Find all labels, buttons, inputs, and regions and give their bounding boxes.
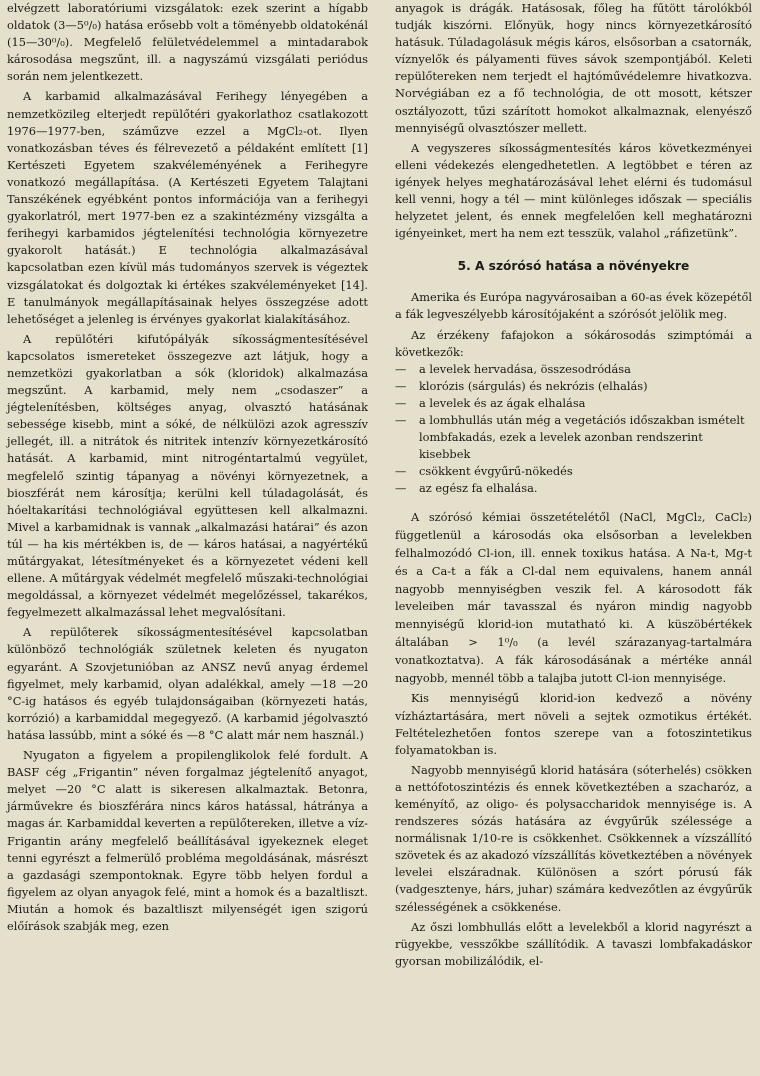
paragraph-chloride-ion: A szórósó kémiai összetételétől (NaCl, MgCl₂, CaCl₂) függetlenül a károsodás oka elsősorban a levelekben felhalmozódó Cl-ion, ill. ennek toxikus hatása. A Na-t, Mg-t és a Ca-t a fák a Cl-dal nem equivalens, hanem annál nagyobb mennyiségben veszik fel. A károsodott fák leveleiben már tavasszal és nyáron mindig nagyobb mennyiségű klorid-ion mutatható ki. A küszöbértékek általában > 1⁰/₀ (a levél szárazanyag-tartalmára vonatkoztatva). A fák károsodásának a mértéke annál nagyobb, mennél több a talajba jutott Cl-ion mennyisége. bbox=[395, 510, 752, 685]
paragraph-symptoms-intro: Az érzékeny fafajokon a sókárosodás szimptómái a következők: bbox=[395, 327, 752, 359]
symptom-item: — az egész fa elhalása. bbox=[395, 480, 752, 497]
right-column bbox=[395, 0, 752, 970]
symptom-item: — klorózis (sárgulás) és nekrózis (elhalás) bbox=[395, 378, 752, 395]
paragraph-propylene-glycol: Nyugaton a figyelem a propilenglikolok felé fordult. A BASF cég „Frigantin” néven forgalmaz jégtelenítő anyagot, melyet —20 °C alatt is sikeresen alkalmaztak. Betonra, járművekre és bioszférára nincs káros hatással, hátránya a magas ár. Karbamiddal keverten a repülőtereken, illetve a víz-Frigantin arány megfelelő beállításával igyekeznek eleget tenni egyrészt a felmerülő probléma megoldásának, másrészt a gazdasági szempontoknak. Egyre több helyen fordul a figyelem az olyan anyagok felé, mint a homok és a bazaltliszt. Miután a homok és bazaltliszt milyenségét igen szigorú előírások szabják meg, ezen bbox=[7, 748, 368, 933]
paragraph-runway-deicing-summary: A repülőtéri kifutópályák síkosságmentesítésével kapcsolatos ismereteket összegezve azt látjuk, hogy a nemzetközi gyakorlatban a sók (kloridok) alkalmazása megszűnt. A karbamid, mely nem „csodaszer” a jégtelenítésben, költséges anyag, olvasztó hatásának sebessége kisebb, mint a sóké, de nélkülözi azok agresszív jellegét, ill. a nitrátok és nitritek intenzív környezetkárosító hatását. A karbamid, mint nitrogéntartalmú vegyület, megfelelő szintig tápanyag a növényi környezetnek, a bioszférát nem károsítja; kerülni kell túladagolását, és hóeltakarítási technológiával együttesen kell alkalmazni. Mivel a karbamidnak is vannak „alkalmazási határai” és azon túl — ha kis mértékben is, de — káros hatásai, a nagyértékű műtárgyakat, létesítményeket és a környezetet védeni kell ellene. A műtárgyak védelmét megfelelő műszaki-technológiai megoldással, a környezet védelmét megelőzéssel, takarékos, fegyelmezett alkalmazással lehet megvalósítani. bbox=[7, 331, 368, 620]
paragraph-small-chloride: Kis mennyiségű klorid-ion kedvező a növény vízháztartására, mert növeli a sejtek ozmotikus értékét. Feltételezhetően fontos szerepe van a fotoszintetikus folyamatokban is. bbox=[395, 691, 752, 757]
symptom-item: — a levelek és az ágak elhalása bbox=[395, 395, 752, 412]
paragraph-east-west-technologies: A repülőterek síkosságmentesítésével kapcsolatban különböző technológiák születnek keleten és nyugaton egyaránt. A Szovjetunióban az ANSZ nevű anyag érdemel figyelmet, mely karbamid, olyan adalékkal, amely —18 —20 °C-ig hatásos és egyéb tulajdonságaiban (környezeti hatás, korrózió) a karbamiddal megegyező. (A karbamid jégolvasztó hatása lassúbb, mint a sóké és —8 °C alatt már nem használ.) bbox=[7, 625, 368, 742]
symptom-item: — csökkent évgyűrű-nökedés bbox=[395, 463, 752, 480]
paragraph-chemical-deicing-protection: A vegyszeres síkosságmentesítés káros következményei elleni védekezés elengedhetetlen. A legtöbbet e téren az igények helyes meghatározásával lehet elérni és tudomásul kell venni, hogy a tél — mint különleges időszak — speciális helyzetet jelent, és ennek megfelelően kell meghatározni igényeinket, mert ha nem ezt tesszük, valahol „ráfizetünk”. bbox=[395, 140, 752, 241]
symptom-list bbox=[395, 361, 752, 498]
symptom-item: — a levelek hervadása, összesodródása bbox=[395, 361, 752, 378]
paragraph-lab-tests: elvégzett laboratóriumi vizsgálatok: ezek szerint a hígabb oldatok (3—5⁰/₀) hatása erősebb volt a töményebb oldatokénál (15—30⁰/₀). Megfelelő felületvédelemmel a mintadarabok károsodása megszűnt, ill. a nagyszámú vizsgálati periódus során nem jelentkezett. bbox=[7, 1, 368, 84]
paragraph-ferihegy-karbamid: A karbamid alkalmazásával Ferihegy lényegében a nemzetközileg elterjedt repülőtéri gyakorlathoz csatlakozott 1976—1977-ben, száműzve ezzel a MgCl₂-ot. Ilyen vonatkozásban téves és félrevezető a példaként említett [1] Kertészeti Egyetem szakvéleményének a Ferihegyre vonatkozó megállapítása. (A Kertészeti Egyetem Talajtani Tanszékének egyébként pontos információja van a ferihegyi gyakorlatról, mert 1977-ben ez a szakintézmény vizsgálta a ferihegyi karbamidos jégtelenítési technológia környezetre gyakorolt hatását.) E technológia alkalmazásával kapcsolatban ezen kívül más tudományos szervek is végeztek vizsgálatokat és dolgoztak ki értékes szakvéleményeket [14]. E tanulmányok megállapításainak helyes összegzése adott lehetőséget a jelenleg is érvényes gyakorlat kialakításához. bbox=[7, 89, 368, 326]
left-column bbox=[7, 0, 368, 935]
symptom-item: — a lombhullás után még a vegetációs időszakban ismételt lombfakadás, ezek a levelek azonban rendszerint kisebbek bbox=[395, 412, 752, 463]
paragraph-large-chloride: Nagyobb mennyiségű klorid hatására (sóterhelés) csökken a nettófotoszintézis és ennek következtében a szacharóz, a keményítő, az oligo- és polysaccharidok mennyisége is. A rendszeres sózás hatására az évgyűrűk szélessége a normálisnak 1/10-re is csökkenhet. Csökkennek a vízszállító szövetek és az akadozó vízszállítás következtében a növények levelei elszáradnak. Különösen a szórt pórusú fák (vadgesztenye, hárs, juhar) számára kedvezőtlen az évgyűrűk szélességének a csökkenése. bbox=[395, 762, 752, 914]
paragraph-road-salt-intro: Amerika és Európa nagyvárosaiban a 60-as évek közepétől a fák legveszélyebb károsítójaként a szórósót jelölik meg. bbox=[395, 290, 752, 322]
paragraph-sand-costs: anyagok is drágák. Hatásosak, főleg ha fűtött tárolókból tudják kiszórni. Előnyük, hogy nincs környezetkárosító hatásuk. Túladagolásuk mégis káros, elsősorban a csatornák, víznyelők és pályamenti füves sávok szempontjából. Keleti repülőtereken nem terjedt el hajtóművédelemre hivatkozva. Norvégiában ez a fő technológia, de ott mosott, kétszer osztályozott, tűzi szárított homokot alkalmaznak, elenyésző mennyiségű olvasztószer mellett. bbox=[395, 1, 752, 135]
paragraph-autumn-leaf-fall: Az őszi lombhullás előtt a levelekből a klorid nagyrészt a rügyekbe, vesszőkbe szállítódik. A tavaszi lombfakadáskor gyorsan mobilizálódik, el- bbox=[395, 919, 752, 968]
section-heading: 5. A szórósó hatása a növényekre bbox=[457, 259, 690, 274]
